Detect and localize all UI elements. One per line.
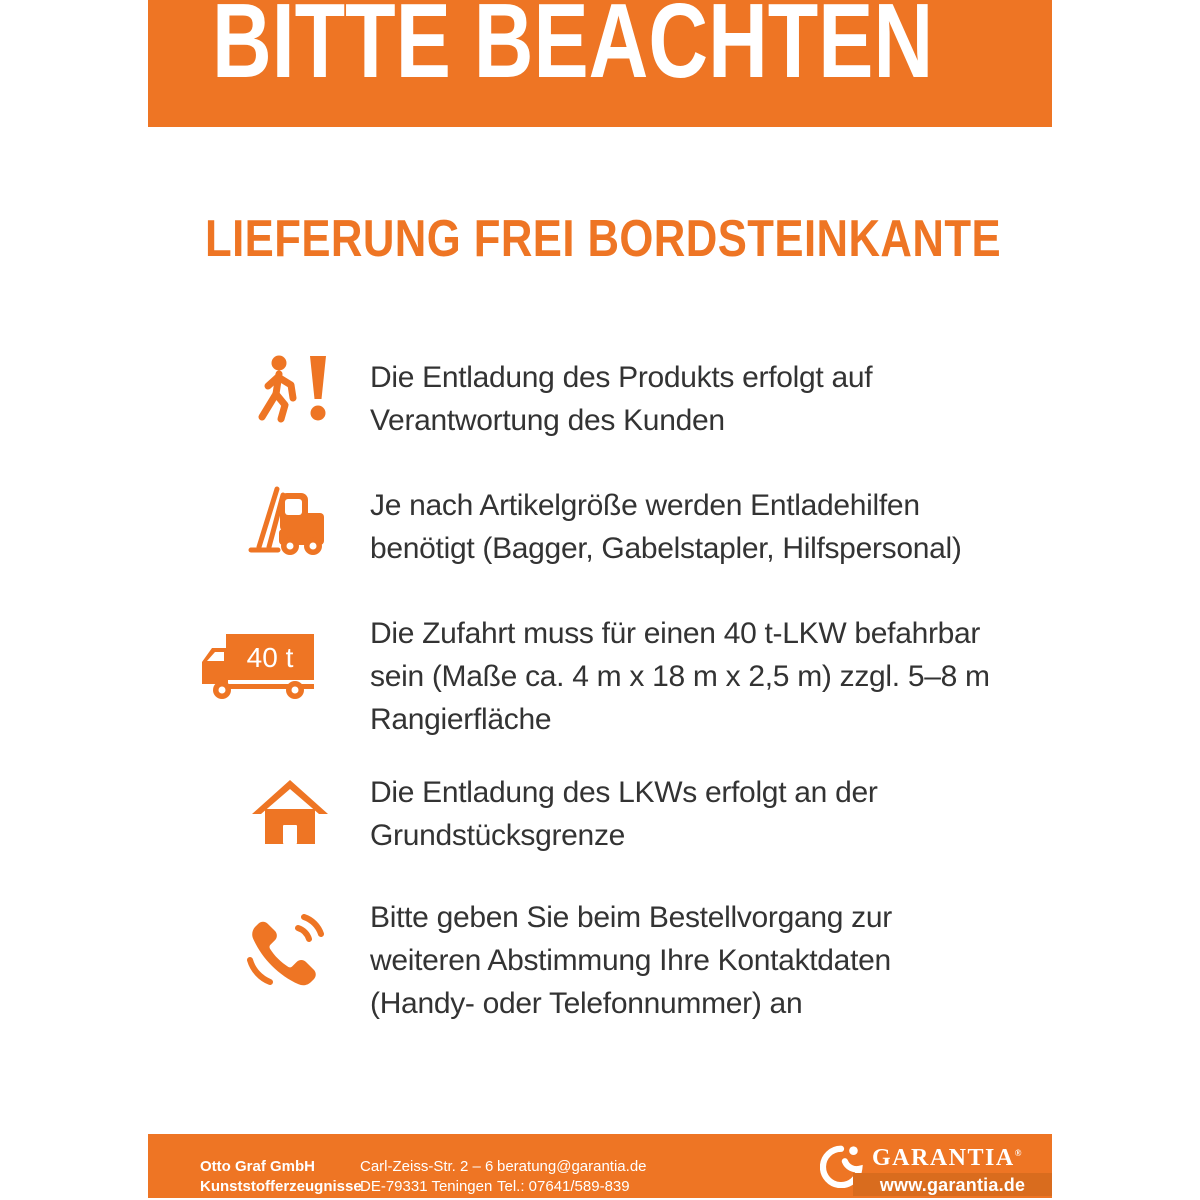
garantia-wordmark: GARANTIA® bbox=[872, 1145, 1022, 1171]
garantia-logo bbox=[820, 1144, 1052, 1176]
text-line: Je nach Artikelgröße werden Entladehilfen bbox=[370, 489, 920, 522]
house-icon bbox=[250, 778, 332, 846]
text-line: (Handy- oder Telefonnummer) an bbox=[370, 987, 803, 1020]
website-url: www.garantia.de bbox=[879, 1174, 1026, 1195]
notice-item-text bbox=[370, 896, 892, 1025]
forklift-icon bbox=[246, 486, 330, 562]
page-title: BITTE BEACHTEN bbox=[212, 0, 934, 100]
pedestrian-warning-icon bbox=[250, 354, 340, 428]
registered-trademark: ® bbox=[1014, 1148, 1022, 1158]
text-line: Die Zufahrt muss für einen 40 t-LKW befahrbar bbox=[370, 617, 981, 650]
notice-item-text bbox=[370, 612, 990, 741]
address-city: DE-79331 Teningen bbox=[360, 1178, 493, 1195]
truck-load-label: 40 t bbox=[246, 642, 294, 673]
footer-company bbox=[200, 1157, 362, 1197]
notice-item-text bbox=[370, 484, 962, 570]
contact-phone: Tel.: 07641/589-839 bbox=[497, 1178, 630, 1195]
text-line: sein (Maße ca. 4 m x 18 m x 2,5 m) zzgl. 5–8 m bbox=[370, 660, 990, 693]
footer-banner bbox=[148, 1134, 1052, 1198]
footer-contact bbox=[497, 1157, 647, 1197]
text-line: Bitte geben Sie beim Bestellvorgang zur bbox=[370, 901, 892, 934]
header-banner bbox=[148, 0, 1052, 127]
phone-icon bbox=[246, 914, 330, 994]
text-line: Verantwortung des Kunden bbox=[370, 404, 725, 437]
contact-email: beratung@garantia.de bbox=[497, 1158, 647, 1175]
notice-item-text bbox=[370, 356, 872, 442]
text-line: weiteren Abstimmung Ihre Kontaktdaten bbox=[370, 944, 891, 977]
text-line: Grundstücksgrenze bbox=[370, 819, 626, 852]
company-division: Kunststofferzeugnisse bbox=[200, 1178, 362, 1195]
notice-item-text bbox=[370, 771, 878, 857]
text-line: benötigt (Bagger, Gabelstapler, Hilfspersonal) bbox=[370, 532, 962, 565]
text-line: Die Entladung des LKWs erfolgt an der bbox=[370, 776, 878, 809]
address-street: Carl-Zeiss-Str. 2 – 6 bbox=[360, 1158, 494, 1175]
website-box bbox=[853, 1173, 1052, 1196]
text-line: Die Entladung des Produkts erfolgt auf bbox=[370, 361, 873, 394]
company-name: Otto Graf GmbH bbox=[200, 1158, 315, 1175]
footer-address bbox=[360, 1157, 493, 1197]
truck-40t-icon bbox=[198, 626, 318, 700]
notice-title: LIEFERUNG FREI BORDSTEINKANTE bbox=[205, 210, 1002, 268]
text-line: Rangierfläche bbox=[370, 703, 552, 736]
